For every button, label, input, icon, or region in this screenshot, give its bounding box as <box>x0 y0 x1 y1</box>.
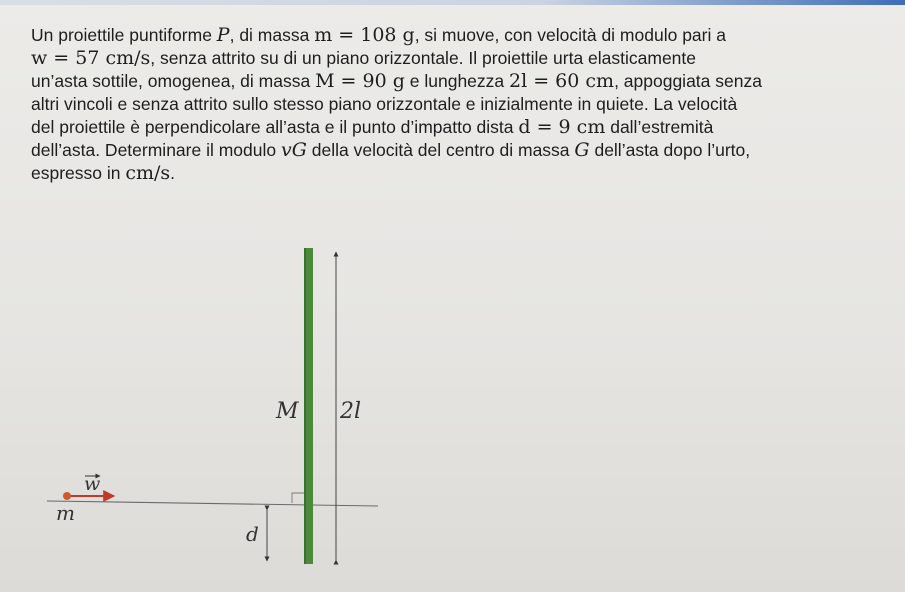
problem-line-4: altri vincoli e senza attrito sullo stesso piano orizzontale e inizialmente in quiete. La velocità <box>31 94 738 114</box>
projectile-dot <box>63 492 71 500</box>
right-angle-marker <box>292 493 304 503</box>
impact-line <box>47 501 378 506</box>
velocity-label: w <box>84 473 101 495</box>
text-run: , senza attrito su di un piano orizzontale. Il proiettile urta elasticamente <box>150 48 697 68</box>
text-run: . <box>170 163 176 183</box>
rod-shade <box>304 248 306 564</box>
center-of-mass-symbol: G <box>574 139 590 161</box>
answer-unit: cm/s <box>125 162 171 184</box>
text-run: un’asta sottile, omogenea, di massa <box>31 71 316 91</box>
text-run: , si muove, con velocità di modulo pari a <box>414 25 726 45</box>
text-run: dell’asta dopo l’urto, <box>589 140 751 160</box>
center-velocity-symbol: vG <box>280 139 307 161</box>
rod-length-label: 2l <box>340 399 362 424</box>
text-run: espresso in <box>31 163 126 183</box>
text-run: del proiettile è perpendicolare all’asta e il punto d’impatto dista <box>31 117 519 137</box>
text-run: , appoggiata senza <box>614 71 762 91</box>
text-run: della velocità del centro di massa <box>306 140 575 160</box>
projectile-symbol: P <box>216 24 230 46</box>
distance-label: d <box>246 522 259 546</box>
rod-mass-value: M = 90 g <box>315 70 405 92</box>
text-run: e lunghezza <box>404 71 510 91</box>
velocity-value: w = 57 cm/s <box>31 47 151 69</box>
projectile-mass-value: m = 108 g <box>314 24 415 46</box>
text-run: dall’estremità <box>605 117 714 137</box>
impact-distance-value: d = 9 cm <box>518 116 606 138</box>
projectile-mass-label: m <box>56 501 75 525</box>
text-run: Un proiettile puntiforme <box>31 25 217 45</box>
rod-length-value: 2l = 60 cm <box>509 70 615 92</box>
text-run: , di massa <box>229 25 315 45</box>
text-run: dell’asta. Determinare il modulo <box>31 140 281 160</box>
rod-mass-label: M <box>276 399 299 424</box>
